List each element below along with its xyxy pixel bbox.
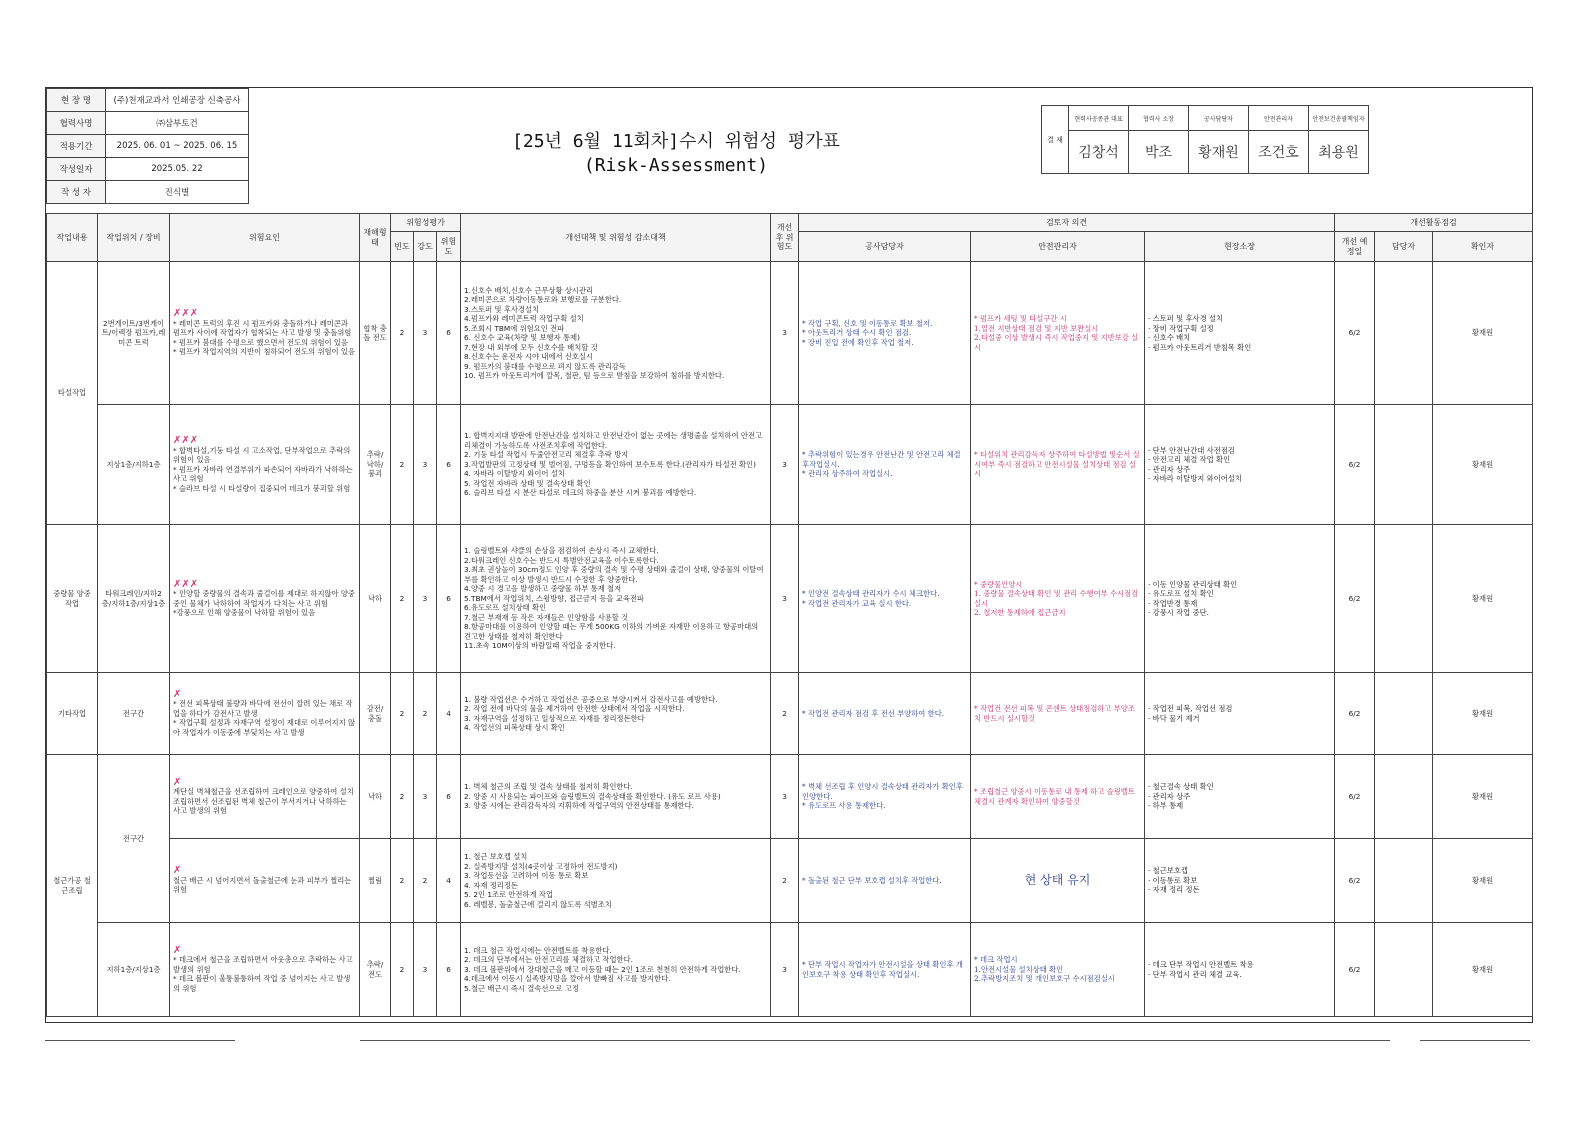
plan-date-cell: 6/2	[1335, 673, 1375, 755]
approval-role: 안전보건총괄책임자	[1309, 106, 1369, 131]
checker-signature: 황재원	[1433, 405, 1533, 525]
post-risk-cell: 3	[771, 525, 799, 673]
review-safety-cell: * 중량물인양시 1. 중량물 결속상태 확인 및 관리 수행여부 수시점검 실시 2. 철저한 통제하에 접근금지	[971, 525, 1145, 673]
review-safety-cell: * 타설위치 관리감독자 상주하여 타설방법 및순서 실시여부 즉시 점검하고 안전시설물 설치상태 점검 실시	[971, 405, 1145, 525]
period-value: 2025. 06. 01 ~ 2025. 06. 15	[106, 135, 249, 158]
hazard-text: 철근 배근 시 넘어지면서 돌출철근에 눈과 피부가 찔리는 위험	[173, 875, 352, 895]
measures-cell: 1. 데크 철근 작업시에는 안전벨트를 착용한다. 2. 데크의 단부에서는 안전고리를 체결하고 작업한다. 3. 데크 볼판위에서 장대철근을 메고 이동할 때는 2인 1조로 천천히 안전하게 작업한다. 4.데크에서 이동시 실족방지망을 깔아서 발빠짐 사고를 방지한다. 5.철근 배근시 즉시 결속선으로 고정	[461, 923, 771, 1017]
accident-cell: 찔림	[360, 839, 391, 923]
risk-cell: 6	[437, 262, 461, 405]
freq-cell: 2	[391, 405, 414, 525]
table-row	[47, 755, 1533, 839]
review-constr-cell: * 추락위험이 있는경우 안전난간 및 안전고리 체결후작업실시. * 관리자 상주하여 작업실시.	[799, 405, 971, 525]
check-mark: ✗	[173, 865, 182, 877]
approval-signature: 김창석	[1069, 131, 1129, 174]
period-label: 적용기간	[47, 135, 106, 158]
plan-date-cell: 6/2	[1335, 839, 1375, 923]
col-severity: 강도	[414, 232, 437, 262]
approval-signature: 조건호	[1249, 131, 1309, 174]
review-constr-cell: * 단부 작업시 작업자가 안전시설을 상태 확인후 개인보호구 착용 상태 확인후 작업실시.	[799, 923, 971, 1017]
post-risk-cell: 2	[771, 673, 799, 755]
risk-assessment-sheet	[45, 87, 1533, 1023]
risk-cell: 6	[437, 525, 461, 673]
document-title	[396, 130, 956, 178]
review-site-cell: · 이동 인양물 관리상태 확인 · 유도로프 설치 확인 · 작업반경 통제 · 강풍시 작업 중단.	[1145, 525, 1335, 673]
checker-signature: 황재원	[1433, 923, 1533, 1017]
severity-cell: 3	[414, 923, 437, 1017]
col-review-site: 현장소장	[1145, 232, 1335, 262]
freq-cell: 2	[391, 673, 414, 755]
severity-cell: 3	[414, 525, 437, 673]
col-review-safety: 안전관리자	[971, 232, 1145, 262]
hazard-cell	[170, 673, 360, 755]
person-cell	[1375, 262, 1433, 405]
severity-cell: 3	[414, 755, 437, 839]
work-cell: 철근가공 철근조립	[47, 755, 98, 1017]
person-cell	[1375, 405, 1433, 525]
accident-cell: 협착 충돌 전도	[360, 262, 391, 405]
partner-value: ㈜삼부토건	[106, 112, 249, 135]
approval-role: 협력사 소장	[1129, 106, 1189, 131]
measures-cell: 1. 철근 보호캡 설치 2. 실족방지망 설치(4곳이상 고정하여 전도방지) 3. 작업동선을 고려하여 이동 통로 확보 4. 자재 정리정돈 5. 2인 1조로 안전하게 작업 6. 레벨봉, 돌출철근에 걸리지 않도록 석별조치	[461, 839, 771, 923]
table-row	[47, 262, 1533, 405]
person-cell	[1375, 839, 1433, 923]
measures-cell: 1. 합벽지지대 발판에 안전난간을 설치하고 안전난간이 없는 곳에는 생명줄을 설치하여 안전고리체결이 가능하도록 사전조치후에 작업한다. 2. 기둥 타설 작업시 두줄안전고리 체결후 추락 방지 3.작업발판의 고정상태 및 벌어짐, 구멍등을 확인하여 보수토록 한다.(관리자가 타설전 확인) 4. 자바라 이탈방지 와이어 설치 5. 작업전 자바라 상태 및 결속상태 확인 6. 슬라브 타설 시 분산 타설로 데크의 하중을 분산 시켜 붕괴를 예방한다.	[461, 405, 771, 525]
approval-side-label: 결 재	[1042, 106, 1069, 174]
freq-cell: 2	[391, 755, 414, 839]
col-work: 작업내용	[47, 214, 98, 262]
footer-rule	[360, 1040, 1390, 1041]
hazard-text: * 전선 피복상태 불량과 바닥에 전선이 깔려 있는 채로 작업을 하다가 감전사고 발생 * 작업구획 설정과 자재구역 설정이 제대로 이루어지지 않아 작업자가 이동중에 부딪치는 사고 발생	[173, 699, 356, 737]
col-person: 담당자	[1375, 232, 1433, 262]
freq-cell: 2	[391, 262, 414, 405]
col-checker: 확인자	[1433, 232, 1533, 262]
severity-cell: 3	[414, 262, 437, 405]
risk-table	[46, 213, 1533, 1017]
review-site-cell: · 철근결속 상태 확인 · 관리자 상주 · 하부 통제	[1145, 755, 1335, 839]
accident-cell: 감전/ 충돌	[360, 673, 391, 755]
approval-role: 현력사공종관 대표	[1069, 106, 1129, 131]
check-mark: ✗✗✗	[173, 578, 199, 590]
plan-date-cell: 6/2	[1335, 525, 1375, 673]
col-hazard: 위험요인	[170, 214, 360, 262]
plan-date-cell: 6/2	[1335, 405, 1375, 525]
table-row	[47, 673, 1533, 755]
person-cell	[1375, 755, 1433, 839]
approval-signature: 최용원	[1309, 131, 1369, 174]
hazard-text: 계단실 벽체철근을 선조립하여 크레인으로 양중하여 설치 조립하면서 선조립된 벽체 철근이 부서지거나 낙하하는 사고 발생의 위험	[173, 787, 354, 815]
col-risk-eval: 위험성평가	[391, 214, 461, 232]
risk-cell: 6	[437, 923, 461, 1017]
table-row	[47, 839, 1533, 923]
freq-cell: 2	[391, 525, 414, 673]
review-site-cell: · 작업전 피복, 작업선 점검 · 바닥 물기 제거	[1145, 673, 1335, 755]
measures-cell: 1. 벽체 철근의 조립 및 결속 상태를 철저히 확인한다. 2. 양중 시 사용되는 파이프와 슬링벨트의 결속상태를 확인한다. (유도 로프 사용) 3. 양중 시에는 관리감독자의 지휘하에 작업구역의 안전상태를 통제한다.	[461, 755, 771, 839]
col-risk: 위험도	[437, 232, 461, 262]
approval-signature: 황재원	[1189, 131, 1249, 174]
location-cell: 2번게이트/3번게이트/이렉장 펌프카,레미콘 트럭	[98, 262, 170, 405]
hazard-text: * 데크에서 철근을 조립하면서 아웃총으로 추락하는 사고 발생의 위험 * 데크 볼판이 울퉁불퉁하여 작업 중 넘어지는 사고 발생의 위험	[173, 955, 353, 993]
freq-cell: 2	[391, 923, 414, 1017]
table-row	[47, 525, 1533, 673]
review-safety-cell: * 펌프카 세팅 및 타설구간 시 1.일전 지반상태 점검 및 지반 보완실시 2.타설중 이상 발생시 즉시 작업중지 및 지반보강 실시	[971, 262, 1145, 405]
checker-signature: 황재원	[1433, 673, 1533, 755]
work-cell: 중량물 양중작업	[47, 525, 98, 673]
measures-cell: 1. 슬링벨트와 샤클의 손상을 점검하여 손상시 즉시 교체한다. 2.타워크레인 신호수는 반드시 특별안전교육을 이수토록한다. 3.최초 권상높이 30cm정도 인양 후 중량의 결속 및 수평 상태와 줄걸이 상태, 양중물의 이탈여부를 확인하고 이상 발생시 반드시 수정한 후 양중한다. 4.양중 시 경고음 발생하고 중량물 하부 통제 철저 5.TBM에서 작업위치, 스윙방향, 접근금지 등을 교육전파 6.유도로프 설치상태 확인 7.철근 부재재 등 작은 자재들은 인양함을 사용할 것 8.항공마대를 이용하여 인양할 때는 무게 500KG 이하의 가벼운 자재만 이용하고 항공마대의 견고한 상태를 철저히 확인한다 11.초속 10M이상의 바람일때 작업을 중지한다.	[461, 525, 771, 673]
author-label: 작 성 자	[47, 181, 106, 204]
checker-signature: 황재원	[1433, 525, 1533, 673]
hazard-cell	[170, 525, 360, 673]
col-measures: 개선대책 및 위험성 감소대책	[461, 214, 771, 262]
col-plan-date: 개선 예정일	[1335, 232, 1375, 262]
checker-signature: 황재원	[1433, 839, 1533, 923]
footer-rule	[45, 1040, 235, 1041]
location-cell: 타워크레인/지하2층/지하1층/지상1층	[98, 525, 170, 673]
title-line-2: (Risk-Assessment)	[583, 155, 769, 176]
checker-signature: 황재원	[1433, 755, 1533, 839]
approval-signature: 박조	[1129, 131, 1189, 174]
hazard-cell	[170, 262, 360, 405]
review-site-cell: · 스토퍼 및 후사경 설치 · 장비 작업구획 설정 · 신호수 배치 · 펌프카 아웃트리거 받침목 확인	[1145, 262, 1335, 405]
review-constr-cell: * 인양전 결속상태 관리자가 수시 체크한다. * 작업전 관리자가 교육 실시 한다.	[799, 525, 971, 673]
location-cell: 전구간	[98, 755, 170, 923]
post-risk-cell: 3	[771, 405, 799, 525]
review-safety-cell: * 조립철근 양중시 이동통로 내 통제 하고 슬링벨트 체결시 관계자 확인하여 양중할것	[971, 755, 1145, 839]
hazard-cell	[170, 405, 360, 525]
plan-date-cell: 6/2	[1335, 755, 1375, 839]
severity-cell: 3	[414, 405, 437, 525]
post-risk-cell: 2	[771, 839, 799, 923]
col-freq: 빈도	[391, 232, 414, 262]
review-constr-cell: * 돌출된 철근 단부 보호캡 설치후 작업한다.	[799, 839, 971, 923]
hazard-cell	[170, 923, 360, 1017]
title-line-1: [25년 6월 11회차]수시 위험성 평가표	[512, 131, 840, 152]
approval-box	[1041, 105, 1369, 174]
footer-rule	[1420, 1040, 1530, 1041]
location-cell: 지상1층/지하1층	[98, 405, 170, 525]
col-post-risk: 개선후 위험도	[771, 214, 799, 262]
plan-date-cell: 6/2	[1335, 923, 1375, 1017]
check-mark: ✗	[173, 776, 182, 788]
col-location: 작업위치 / 장비	[98, 214, 170, 262]
approval-role: 공사담당자	[1189, 106, 1249, 131]
work-cell: 기타작업	[47, 673, 98, 755]
site-value: (주)천재교과서 인쇄공장 신축공사	[106, 89, 249, 112]
person-cell	[1375, 673, 1433, 755]
review-safety-cell: * 데크 작업시 1.안전시설물 설치상태 확인 2.추락방지조치 및 개인보호구 수시점검실시	[971, 923, 1145, 1017]
review-site-cell: · 철근보호캡 · 이동통로 확보 · 자재 정리 정돈	[1145, 839, 1335, 923]
check-mark: ✗	[173, 688, 182, 700]
checker-signature: 황재원	[1433, 262, 1533, 405]
location-cell: 전구간	[98, 673, 170, 755]
author-value: 진식별	[106, 181, 249, 204]
partner-label: 협력사명	[47, 112, 106, 135]
post-risk-cell: 3	[771, 262, 799, 405]
measures-cell: 1.신호수 배치,신호수 근무상황 상시관리 2.레미콘으로 차량이동통로와 보행로를 구분한다. 3.스토퍼 및 후사경설치 4.펌프카와 레미콘트럭 작업구획 설치 5.조회시 TBM에 위험요인 전파 6. 신호수 교육(차량 및 보행자 통제) 7.현장 내 외부에 모두 신호수를 배치할 것 8.신호수는 운전자 시야 내에서 신호실시 9. 펌프카의 붐대를 수평으로 펴지 않도록 관리감독 10. 펌프카 아웃트리거에 깔목, 철판, 팀 등으로 받침을 보강하여 침하를 방지한다.	[461, 262, 771, 405]
post-risk-cell: 3	[771, 923, 799, 1017]
accident-cell: 낙하	[360, 525, 391, 673]
risk-cell: 4	[437, 673, 461, 755]
person-cell	[1375, 923, 1433, 1017]
post-risk-cell: 3	[771, 755, 799, 839]
table-row	[47, 923, 1533, 1017]
severity-cell: 2	[414, 673, 437, 755]
review-constr-cell: * 작업전 관리자 점검 후 전선 부양하여 한다.	[799, 673, 971, 755]
severity-cell: 2	[414, 839, 437, 923]
check-mark: ✗✗✗	[173, 435, 199, 446]
accident-cell: 추락/ 낙하/ 붕괴	[360, 405, 391, 525]
plan-date-cell: 6/2	[1335, 262, 1375, 405]
check-mark: ✗	[173, 944, 182, 956]
hazard-text: * 합벽타설,기둥 타설 시 고소작업, 단부작업으로 추락의 위험이 있음 * 펌프카 자바라 연결부위가 파손되어 자바라가 낙하하는 사고 위험 * 슬라브 타설 시 타설량이 집중되어 데크가 붕괴할 위험	[173, 445, 353, 493]
col-review: 검토자 의견	[799, 214, 1335, 232]
accident-cell: 추락/ 전도	[360, 923, 391, 1017]
review-constr-cell: * 벽체 선조립 후 인양시 결속상태 관리자가 확인후 인양한다. * 유도로프 사용 통제한다.	[799, 755, 971, 839]
table-row	[47, 405, 1533, 525]
site-label: 현 장 명	[47, 89, 106, 112]
date-label: 작성일자	[47, 158, 106, 181]
col-accident: 재해형태	[360, 214, 391, 262]
review-safety-cell: * 작업전 전선 피복 및 콘센트 상태점검하고 부양조치 반드시 실시할것	[971, 673, 1145, 755]
hazard-cell	[170, 755, 360, 839]
col-improve: 개선활동점검	[1335, 214, 1533, 232]
review-constr-cell: * 작업 구획, 신호 및 이동통로 확보 철저. * 아웃트리거 상태 수시 확인 점검. * 장비 진입 전에 확인후 작업 철저.	[799, 262, 971, 405]
risk-cell: 4	[437, 839, 461, 923]
location-cell: 지하1층/지상1층	[98, 923, 170, 1017]
measures-cell: 1. 불량 작업선은 수거하고 작업선은 공중으로 부양시켜서 감전사고를 예방한다. 2. 작업 전에 바닥의 물을 제거하여 안전한 상태에서 작업을 시작한다. 3. 자재구역을 설정하고 일상적으로 자재를 정리정돈한다 4. 작업선의 피복상태 상시 확인	[461, 673, 771, 755]
hazard-text: * 레미콘 트럭의 후진 시 펌프카와 충돌하거나 레미콘과 펌프카 사이에 작업자가 협착되는 사고 발생 및 충돌위험 * 펌프카 붐대를 수평으로 했으면서 전도의 위험이 있음 * 펌프카 작업지역의 지반이 침하되어 전도의 위험이 있음	[173, 318, 356, 357]
work-cell: 타설작업	[47, 262, 98, 525]
accident-cell: 낙하	[360, 755, 391, 839]
check-mark: ✗✗✗	[173, 308, 199, 320]
person-cell	[1375, 525, 1433, 673]
risk-cell: 6	[437, 755, 461, 839]
review-site-cell: · 단부 안전난간대 사전점검 · 안전고리 체결 작업 확인 · 관리자 상주 · 자바라 이탈방지 와이어설치	[1145, 405, 1335, 525]
hazard-cell	[170, 839, 360, 923]
approval-role: 안전관리자	[1249, 106, 1309, 131]
risk-cell: 6	[437, 405, 461, 525]
hazard-text: * 인양할 중량물의 결속과 줄걸이를 제대로 하지않아 양중 중인 물체가 낙하하여 작업자가 다치는 사고 위험 *강풍으로 인해 양중물이 낙하할 위험이 있음	[173, 589, 356, 617]
review-safety-cell: 현 상태 유지	[971, 839, 1145, 923]
project-info-table	[46, 88, 249, 204]
review-site-cell: · 데크 단부 작업시 안전벨트 착용 · 단부 작업시 관리 체결 교육.	[1145, 923, 1335, 1017]
date-value: 2025.05. 22	[106, 158, 249, 181]
col-review-constr: 공사담당자	[799, 232, 971, 262]
freq-cell: 2	[391, 839, 414, 923]
